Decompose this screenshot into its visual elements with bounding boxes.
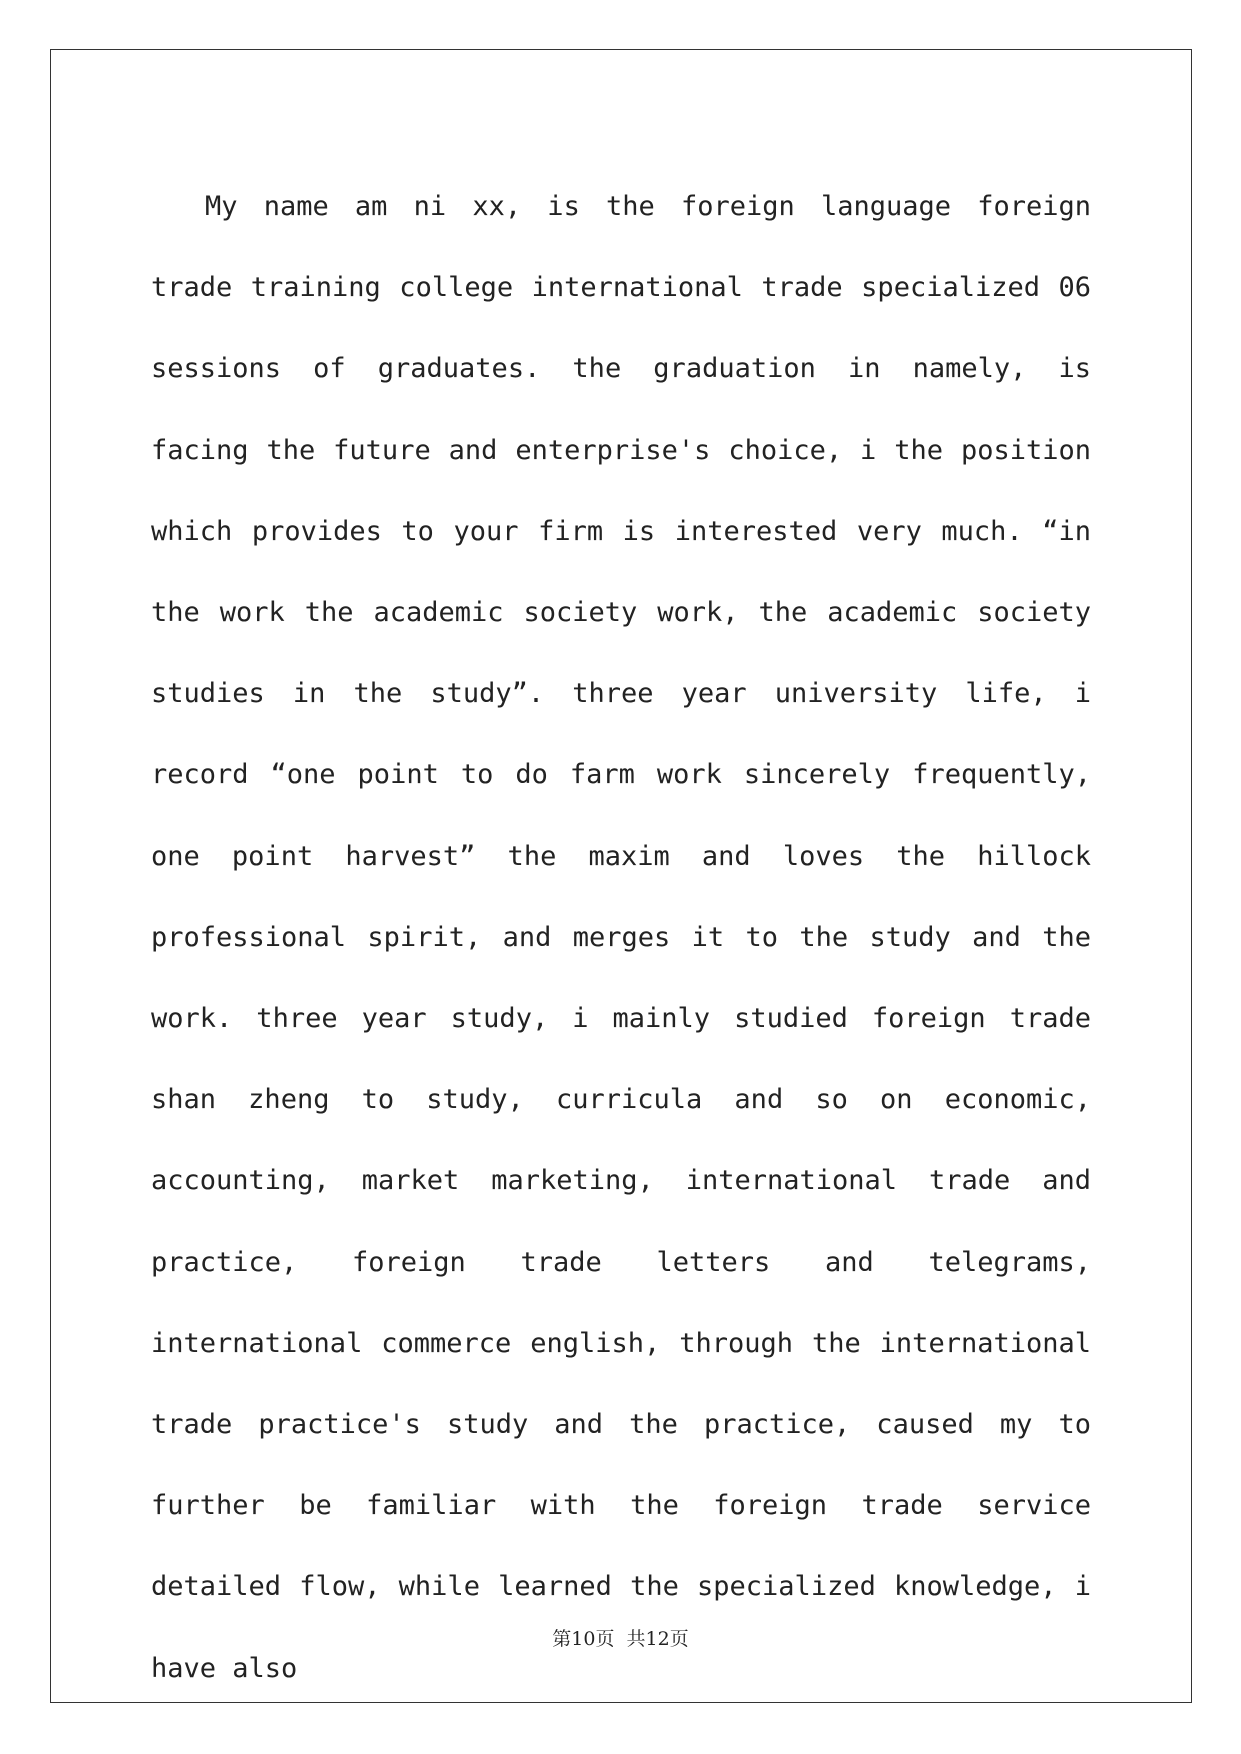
page-number-footer: 第10页 共12页: [552, 1628, 689, 1650]
body-paragraph: My name am ni xx, is the foreign language foreign trade training college international trade specialized 06 sessions of graduates. the graduation in namely, is facing the future and enterprise's choice, i the position which provides to your firm is interested very much. “in the work the academic society work, the academic society studies in the study”. three year university life, i record “one point to do farm work sincerely frequently, one point harvest” the maxim and loves the hillock professional spirit, and merges it to the study and the work. three year study, i mainly studied foreign trade shan zheng to study, curricula and so on economic, accounting, market marketing, international trade and practice, foreign trade letters and telegrams, international commerce english, through the international trade practice's study and the practice, caused my to further be familiar with the foreign trade service detailed flow, while learned the specialized knowledge, i have also: [151, 191, 1091, 1684]
